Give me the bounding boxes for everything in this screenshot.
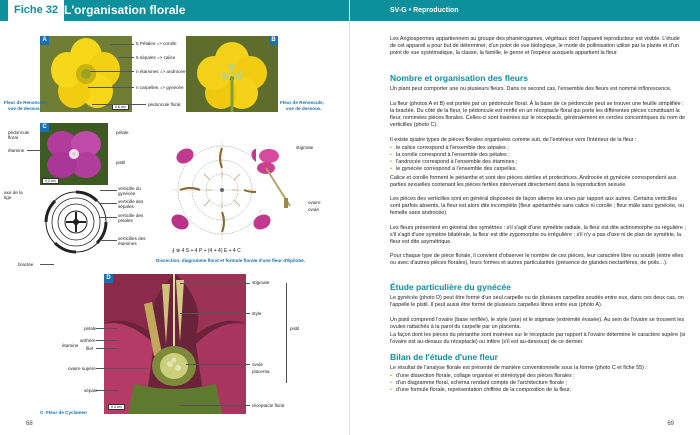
paragraph-5: Les pièces des verticilles sont en général disposées de façon alterne les unes par rapport aux autres. Certains verticilles sont parfois absents, la fleur est alors dite incomplète (fleur apérianthée sans calice ni corolle ; fleur mâle sans gynécée, ou femelle sans androcée). — [390, 196, 684, 217]
photo-a-scale: 0,6 cm — [112, 104, 129, 110]
cyclamen-section-svg — [104, 274, 246, 414]
label-ovule-d: ovule — [252, 362, 263, 367]
buttercup-top-image — [40, 36, 132, 112]
bullet-calice: • le calice correspond à l'ensemble des sépales ; — [390, 145, 686, 152]
paragraph-9: Un pistil comprend l'ovaire (base renflée), le style (axe) et le stigmate (extrémité évasée). Au sein de l'ovaire se trouvent les ovules rattachés à la paroi du carpelle par un placenta. — [390, 317, 685, 331]
pistil-photo — [256, 148, 294, 210]
photo-a-caption-bottom: vue de dessus. — [8, 106, 41, 111]
photo-d-cyclamen-section — [104, 274, 246, 414]
photo-b-buttercup-bottom — [186, 36, 278, 112]
label-placenta: placenta — [252, 369, 270, 374]
label-ovaire-supere: ovaire supère — [68, 366, 96, 371]
label-pedoncule: pédoncule floral — [148, 102, 181, 107]
bullet-formule: • d'une formule florale, représentation chiffrée de la composition de la fleur. — [390, 387, 686, 394]
bullet-dissection: • d'une dissection florale, collage organisé et stéréotypé des pièces florales ; — [390, 373, 686, 380]
left-page-number: 68 — [26, 421, 33, 427]
bullet-gynecee: • le gynécée correspond à l'ensemble des carpelles. — [390, 166, 686, 173]
floral-diagram — [44, 190, 108, 254]
label-anthere: anthère — [80, 338, 96, 343]
photo-a-letter: A — [40, 36, 49, 45]
section-2-title: Étude particulière du gynécée — [390, 282, 511, 292]
label-etamine-c: étamine — [8, 148, 25, 153]
label-carpelles: n carpelles => gynécée — [136, 85, 184, 90]
paragraph-7: Pour chaque type de pièce florale, il convient d'observer le nombre de ces pièces, leur caractère libre ou soudé (entre elles ou avec d'autres pièces florales), leurs formes et autres particularités (présence de glandes nectarifères, de poils…). — [390, 253, 684, 267]
bullet-diagramme: • d'un diagramme floral, schéma rendant compte de l'architecture florale ; — [390, 380, 686, 387]
label-receptacle: réceptacle floral — [252, 403, 285, 408]
label-filet: filet — [86, 346, 94, 351]
buttercup-bottom-image — [186, 36, 278, 112]
label-sepale-d: sépale — [84, 388, 98, 393]
paragraph-6: Les fleurs présentent en général des symétries : s'il s'agit d'une symétrie radiale, la fleur est dite actinomorphe ou régulière ; s'il s'agit d'une symétrie bilatérale, la fleur est dite zygomorphe ou irrégulière ; s'il n'y a pas d'axe ni de plan de symétrie, la fleur est dite asymétrique. — [390, 225, 686, 246]
fiche-number: Fiche 32 — [8, 0, 64, 21]
label-verticille-petales: verticille des pétales — [118, 213, 144, 224]
label-petale-c: pétale — [116, 130, 129, 135]
paragraph-11: Le résultat de l'analyse florale est présenté de manière conventionnelle sous la forme (photo C et fiche 55) : — [390, 365, 647, 371]
label-petale-d: pétale — [84, 326, 97, 331]
bullet-list-2 — [390, 373, 686, 394]
label-petales: 5 Pétales => corolle — [136, 41, 177, 46]
paragraph-1: Un plant peut comporter une ou plusieurs fleurs. Dans ce second cas, l'ensemble des fleurs est nommé inflorescence. — [390, 86, 672, 92]
label-axe-tige: axe de la tige — [4, 190, 23, 201]
section-3-title: Bilan de l'étude d'une fleur — [390, 352, 498, 362]
pistil-svg — [256, 148, 294, 210]
label-etamines: n étamines => androcée — [136, 69, 186, 74]
bullet-list-1 — [390, 145, 686, 173]
bullet-corolle: • la corolle correspond à l'ensemble des pétales ; — [390, 152, 686, 159]
photo-b-caption-bottom: vue de dessous. — [286, 106, 322, 111]
intro-paragraph: Les Angiospermes appartiennent au groupe des phanérogames, végétaux dont l'appareil reproducteur est visible. L'étude de cet appareil a pour but de déterminer, d'un point de vue biologique, le mode de pollinisation utilisé par la plante et d'un point de vue systématique, la classe, la famille, le genre et l'espèce auxquels appartient la fleur. — [390, 36, 680, 57]
photo-c-letter: C — [40, 123, 49, 132]
paragraph-2: La fleur (photos A et B) est portée par un pédoncule floral. À la base de ce pédoncule peut se trouver une feuille simplifiée : la bractée. Du côté de la fleur, le pédoncule est renflé en un réceptacle floral qui porte les différentes pièces constituant la fleur, nommées pièces florales. Celles-ci sont insérées sur le réceptacle, généralement en cercles concentriques du nom de verticilles (photo C). — [390, 101, 686, 129]
photo-c-epilobe-flower — [40, 123, 108, 185]
section-1-title: Nombre et organisation des fleurs — [390, 73, 528, 83]
floral-diagram-svg — [44, 190, 108, 254]
bullet-androcee: • l'androcée correspond à l'ensemble des étamines ; — [390, 159, 686, 166]
pistil-bracket — [284, 283, 287, 383]
label-style: style — [252, 311, 262, 316]
label-verticille-gynecee: verticille du gynécée — [118, 186, 141, 197]
photo-c-caption: Dissection, diagramme floral et formule florale d'une fleur d'Épilobe. — [156, 258, 305, 263]
label-verticille-sepales: verticille des sépales — [118, 199, 144, 210]
photo-d-scale: 0,4 cm — [108, 404, 125, 410]
label-pedoncule-c: pédoncule floral — [8, 130, 30, 141]
right-page-number: 69 — [667, 421, 674, 427]
floral-formula: ∮ ⊕ 4 S + 4 P + (4 + 4) E + 4 C — [172, 248, 241, 254]
photo-c-scale: 0,2 cm — [42, 178, 59, 184]
section-header: SV-G • Reproduction — [390, 7, 459, 14]
label-ovule: ovule — [308, 207, 319, 212]
label-verticilles-etamines: verticilles des étamines — [118, 236, 146, 247]
label-etamine-d: étamine — [62, 343, 79, 348]
label-stigmate-c: stigmate — [296, 145, 314, 150]
label-ovaire: ovaire — [308, 200, 321, 205]
page-title: L'organisation florale — [64, 3, 186, 17]
epilobe-flower-image — [40, 123, 108, 185]
photo-d-caption: Fleur de Cyclamen — [46, 410, 87, 415]
photo-a-caption-top: Fleur de Renoncule, — [4, 100, 48, 105]
right-page — [350, 0, 700, 435]
label-stigmate-d: stigmate — [252, 280, 270, 285]
photo-d-caption-letter: C — [40, 410, 44, 415]
photo-b-letter: B — [269, 36, 278, 45]
photo-b-caption-top: Fleur de Renoncule, — [280, 100, 324, 105]
paragraph-10: La façon dont les pièces du périanthe sont insérées sur le réceptacle par rapport à l'ovaire détermine le caractère supère (si l'ovaire est au-dessus du réceptacle) ou infère (s'il est au-dessous) de ce dernier. — [390, 332, 686, 346]
paragraph-3: Il existe quatre types de pièces florales organisées comme suit, de l'extérieur vers l'intérieur de la fleur : — [390, 137, 637, 143]
label-pistil-d: pistil — [290, 326, 300, 331]
label-bractee: bractée — [18, 262, 34, 267]
label-sepales: 5 sépales => calice — [136, 55, 176, 60]
label-pistil-c: pistil — [116, 160, 126, 165]
paragraph-4: Calice et corolle forment le périanthe et sont des pièces stériles et protectrices. Androcée et gynécée correspondent aux parties sexuelles contenant les pièces fertiles intervenant directement dans la reproduction sexuée. — [390, 175, 677, 189]
paragraph-8: Le gynécée (photo D) peut être formé d'un seul carpelle ou de plusieurs carpelles soudés entre eux, dans ces deux cas, on l'appelle le pistil. Il peut aussi être formé de plusieurs carpelles libres entre eux (photo A). — [390, 295, 684, 309]
photo-d-letter: D — [104, 274, 113, 283]
photo-a-buttercup-top — [40, 36, 132, 112]
